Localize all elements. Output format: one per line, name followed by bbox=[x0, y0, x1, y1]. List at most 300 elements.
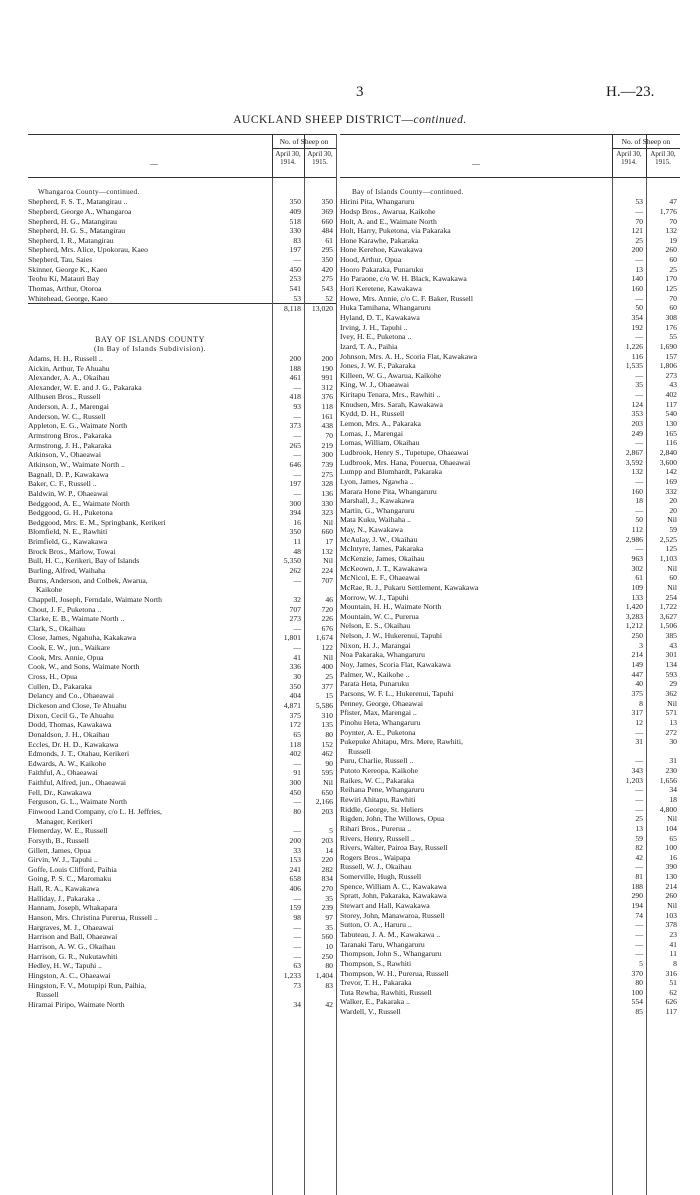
sheep-1914: 80 bbox=[293, 807, 301, 816]
sheep-1915: 1,103 bbox=[659, 553, 677, 563]
sheep-1914: 317 bbox=[631, 708, 643, 718]
sheep-1914: 25 bbox=[635, 814, 643, 824]
owner-name: Hingston, A. C., Ohaeawai bbox=[28, 970, 111, 980]
sheep-1914: 541 bbox=[289, 284, 301, 294]
sheep-1915: 312 bbox=[321, 382, 333, 392]
table-row bbox=[28, 354, 336, 364]
sheep-1915: Nil bbox=[667, 563, 677, 573]
owner-name: Faithful, Alfred, jun., Ohaeawai bbox=[28, 778, 126, 788]
page-title bbox=[0, 114, 700, 126]
sheep-1914: — bbox=[635, 390, 643, 400]
table-row bbox=[340, 419, 680, 429]
sheep-1915: 46 bbox=[325, 594, 333, 604]
sheep-1915: Nil bbox=[323, 652, 333, 662]
table-row bbox=[28, 294, 336, 304]
sheep-1914: — bbox=[293, 932, 301, 942]
owner-name: Kaikohe bbox=[36, 585, 63, 595]
table-row bbox=[28, 981, 336, 991]
sheep-1914: 250 bbox=[631, 631, 643, 641]
sheep-1914: 300 bbox=[289, 778, 301, 788]
sheep-1914: 350 bbox=[289, 681, 301, 691]
owner-name: Thompson, W. H., Purerua, Russell bbox=[340, 968, 449, 978]
sheep-1914: 5,350 bbox=[283, 556, 301, 566]
sheep-1915: 132 bbox=[665, 226, 677, 236]
table-row bbox=[340, 631, 680, 641]
table-row bbox=[340, 207, 680, 217]
sheep-1914: 1,801 bbox=[283, 633, 301, 643]
owner-name: Ho Paraone, c/o W. H. Black, Kawakawa bbox=[340, 274, 467, 284]
sheep-1914: 450 bbox=[289, 264, 301, 274]
owner-name: Armstrong Bros., Pakaraka bbox=[28, 431, 112, 441]
table-row bbox=[28, 855, 336, 865]
table-row bbox=[340, 487, 680, 497]
owner-name: Finwood Land Company, c/o L. H. Jeffries, bbox=[28, 807, 162, 816]
table-row bbox=[340, 284, 680, 294]
sheep-1915: 282 bbox=[321, 864, 333, 874]
table-row bbox=[340, 641, 680, 651]
sheep-1914: — bbox=[635, 795, 643, 804]
table-row bbox=[340, 699, 680, 709]
table-row bbox=[340, 274, 680, 284]
sheep-1914: 93 bbox=[293, 402, 301, 412]
sheep-1914: — bbox=[635, 438, 643, 448]
owner-name: Reihana Pene, Whangaruru bbox=[340, 785, 425, 795]
owner-name: McAulay, J. W., Okaihau bbox=[340, 534, 418, 544]
owner-name: McKenzie, James, Okaihau bbox=[340, 553, 425, 563]
owner-name: Dickeson and Close, Te Ahuahu bbox=[28, 700, 127, 710]
sheep-1914: — bbox=[293, 826, 301, 836]
table-row bbox=[28, 226, 336, 236]
sheep-1915: 35 bbox=[325, 922, 333, 932]
sheep-1915: 484 bbox=[321, 226, 333, 236]
owner-name: Pfister, Max, Marengai .. bbox=[340, 708, 417, 718]
sheep-1914: 373 bbox=[289, 421, 301, 431]
owner-name: Cook, Mrs. Annie, Opua bbox=[28, 652, 104, 662]
owner-name: Poynter, A. E., Puketona bbox=[340, 727, 416, 737]
owner-name: Gillett, James, Opua bbox=[28, 845, 91, 855]
sheep-1914: 350 bbox=[289, 527, 301, 537]
sheep-1914: 91 bbox=[293, 768, 301, 778]
sheep-1915: 142 bbox=[665, 467, 677, 477]
table-row bbox=[28, 903, 336, 913]
table-row bbox=[340, 843, 680, 853]
table-row bbox=[340, 891, 680, 901]
sheep-1914: 354 bbox=[631, 312, 643, 322]
table-row bbox=[340, 785, 680, 795]
sheep-1914: — bbox=[635, 920, 643, 930]
sheep-1914: 16 bbox=[293, 517, 301, 527]
owner-name: Thompson, S., Rawhiti bbox=[340, 958, 412, 968]
sheep-1914: 32 bbox=[293, 594, 301, 604]
table-row bbox=[28, 942, 336, 952]
sheep-1914: 12 bbox=[635, 717, 643, 727]
owner-name: Baker, C. F., Russell .. bbox=[28, 479, 97, 489]
owner-name: Marshall, J., Kawakawa bbox=[340, 496, 415, 506]
owner-name: Forsyth, B., Russell bbox=[28, 835, 89, 845]
owner-name: Ludbrook, Mrs. Hana, Pouerua, Ohaeawai bbox=[340, 457, 471, 467]
sheep-1915: Nil bbox=[323, 778, 333, 788]
sheep-1915: 385 bbox=[665, 631, 677, 641]
sheep-1915: 330 bbox=[321, 498, 333, 508]
sheep-1915: 31 bbox=[669, 756, 677, 766]
table-row bbox=[28, 217, 336, 227]
sheep-1915: 190 bbox=[321, 363, 333, 373]
sheep-1915: 125 bbox=[665, 284, 677, 294]
sheep-1915: 328 bbox=[321, 479, 333, 489]
table-row bbox=[340, 313, 680, 323]
sheep-1914: 192 bbox=[631, 322, 643, 332]
sheep-1914: 116 bbox=[631, 351, 643, 361]
table-row bbox=[340, 862, 680, 872]
sheep-1915: 1,722 bbox=[659, 602, 677, 612]
sheep-1915: 132 bbox=[321, 546, 333, 556]
owner-name: Delancy and Co., Ohaeawai bbox=[28, 691, 115, 701]
sheep-1914 bbox=[272, 990, 304, 1000]
sheep-1914: 34 bbox=[293, 999, 301, 1009]
owner-name: Mountain, W. C., Purerua bbox=[340, 611, 419, 621]
table-row bbox=[340, 930, 680, 940]
sheep-1915: 260 bbox=[665, 245, 677, 255]
sheep-1915: 275 bbox=[321, 469, 333, 479]
owner-name: Tuta Rewha, Rawhiti, Russell bbox=[340, 987, 432, 997]
table-row bbox=[28, 197, 336, 207]
sheep-1915: 80 bbox=[325, 729, 333, 739]
sheep-1915: 60 bbox=[669, 303, 677, 313]
sheep-1915: 310 bbox=[321, 710, 333, 720]
header-dash: — bbox=[472, 159, 480, 168]
sheep-1915: 169 bbox=[665, 476, 677, 486]
table-row bbox=[340, 969, 680, 979]
sheep-1914: 25 bbox=[635, 235, 643, 245]
owner-name: Somerville, Hugh, Russell bbox=[340, 872, 422, 882]
title-main: AUCKLAND SHEEP DISTRICT— bbox=[233, 114, 414, 126]
sheep-1915: 10 bbox=[325, 941, 333, 951]
sheep-1914: — bbox=[293, 382, 301, 392]
table-row bbox=[28, 499, 336, 509]
owner-name: Eccles, Dr. H. D., Kawakawa bbox=[28, 739, 119, 749]
sheep-1914: 353 bbox=[631, 409, 643, 419]
table-row bbox=[28, 508, 336, 518]
owner-name: Hood, Arthur, Opua bbox=[340, 255, 402, 265]
title-continued: continued. bbox=[413, 114, 467, 126]
sheep-1914: 343 bbox=[631, 766, 643, 776]
table-row bbox=[340, 265, 680, 275]
owner-name: Rogers Bros., Waipapa bbox=[340, 852, 411, 862]
sheep-1914: 81 bbox=[635, 872, 643, 882]
table-row bbox=[28, 865, 336, 875]
sheep-1915: 220 bbox=[321, 855, 333, 865]
sheep-1914: 53 bbox=[635, 197, 643, 207]
sheep-1914: 4,871 bbox=[283, 700, 301, 710]
sheep-1915: Nil bbox=[323, 517, 333, 527]
sheep-1914 bbox=[272, 585, 304, 595]
sheep-1915: 25 bbox=[325, 672, 333, 682]
sheep-1914: 121 bbox=[631, 226, 643, 236]
table-row bbox=[340, 409, 680, 419]
sheep-1914: 406 bbox=[289, 884, 301, 894]
table-row bbox=[28, 450, 336, 460]
sheep-1914: 53 bbox=[293, 293, 301, 303]
owner-name: Hone Kerehoe, Kawakawa bbox=[340, 245, 423, 255]
table-row bbox=[340, 323, 680, 333]
sheep-1914: 1,212 bbox=[625, 621, 643, 631]
owner-name: Blomfield, N. E., Rawhiti bbox=[28, 527, 108, 537]
sheep-1914: — bbox=[635, 756, 643, 766]
owner-name: Brimfield, G., Kawakawa bbox=[28, 537, 108, 547]
owner-name: Hyland, D. T., Kawakawa bbox=[340, 312, 420, 322]
sheep-1914 bbox=[612, 747, 646, 757]
table-row bbox=[28, 749, 336, 759]
table-row bbox=[340, 332, 680, 342]
table-row bbox=[340, 602, 680, 612]
sheep-1914: 70 bbox=[635, 216, 643, 226]
sheep-1915: 739 bbox=[321, 459, 333, 469]
table-row bbox=[340, 515, 680, 525]
sheep-1914: 153 bbox=[289, 855, 301, 865]
sheep-1914: 30 bbox=[293, 672, 301, 682]
sheep-1914: 100 bbox=[631, 987, 643, 997]
table-row bbox=[28, 585, 336, 595]
sheep-1914: — bbox=[635, 370, 643, 380]
table-row bbox=[28, 682, 336, 692]
sheep-1915: 176 bbox=[665, 322, 677, 332]
sheep-1914: 73 bbox=[293, 980, 301, 990]
table-row bbox=[340, 901, 680, 911]
owner-name: McIntyre, James, Pakaraka bbox=[340, 544, 424, 554]
right-table bbox=[340, 134, 680, 1017]
table-row bbox=[340, 776, 680, 786]
sheep-1914: 8 bbox=[639, 698, 643, 708]
sheep-1914: 1,420 bbox=[625, 602, 643, 612]
sheep-1915 bbox=[304, 990, 336, 1000]
sheep-1914: 61 bbox=[635, 573, 643, 583]
table-row bbox=[340, 1007, 680, 1017]
owner-name: Rigden, John, The Willows, Opua bbox=[340, 814, 445, 824]
table-row bbox=[340, 573, 680, 583]
owner-name: Puru, Charlie, Russell .. bbox=[340, 756, 414, 766]
sheep-1915: 402 bbox=[665, 390, 677, 400]
owner-name: Ivey, H. E., Puketona .. bbox=[340, 332, 412, 342]
table-row bbox=[340, 670, 680, 680]
sheep-1915: 390 bbox=[665, 862, 677, 872]
table-row bbox=[340, 477, 680, 487]
table-row bbox=[340, 737, 680, 747]
sheep-1914: — bbox=[293, 431, 301, 441]
sheep-1914: — bbox=[293, 758, 301, 768]
owner-name: Hingston, F. V., Motupipi Run, Paihia, bbox=[28, 980, 147, 990]
owner-name: Aickin, Arthur, Te Ahuahu bbox=[28, 363, 110, 373]
table-row bbox=[340, 380, 680, 390]
owner-name: Mountain, H. H., Waimate North bbox=[340, 602, 442, 612]
table-row bbox=[28, 672, 336, 682]
table-row bbox=[28, 923, 336, 933]
table-row bbox=[340, 824, 680, 834]
sheep-1915: 378 bbox=[665, 920, 677, 930]
table-row bbox=[28, 245, 336, 255]
owner-name: Chappell, Joseph, Ferndale, Waimate North bbox=[28, 594, 162, 604]
sheep-1914: — bbox=[293, 469, 301, 479]
sheep-1914: — bbox=[293, 797, 301, 807]
sheep-1914: 3,592 bbox=[625, 457, 643, 467]
table-row bbox=[340, 303, 680, 313]
sheep-1914: — bbox=[635, 785, 643, 795]
sheep-1915: 438 bbox=[321, 421, 333, 431]
owner-name: Brock Bros., Marlow, Towai bbox=[28, 546, 116, 556]
table-row bbox=[340, 245, 680, 255]
table-row bbox=[28, 720, 336, 730]
owner-name: McRae, R. J., Pukaru Settlement, Kawakawa bbox=[340, 582, 479, 592]
sheep-1914: — bbox=[635, 206, 643, 216]
sheep-1915: 571 bbox=[665, 708, 677, 718]
owner-name: Fell, Dr., Kawakawa bbox=[28, 787, 92, 797]
sheep-1915: 660 bbox=[321, 527, 333, 537]
sheep-1914: 160 bbox=[631, 284, 643, 294]
sheep-1915: 34 bbox=[669, 785, 677, 795]
sheep-1914: — bbox=[635, 939, 643, 949]
sheep-1915: 70 bbox=[325, 431, 333, 441]
owner-name: Atkinson, W., Waimate North .. bbox=[28, 459, 125, 469]
sheep-1915: 23 bbox=[669, 929, 677, 939]
sheep-1915: 1,806 bbox=[659, 361, 677, 371]
sheep-1914: — bbox=[635, 255, 643, 265]
sheep-1914: 1,535 bbox=[625, 361, 643, 371]
sheep-1914: 273 bbox=[289, 614, 301, 624]
owner-name: Hori Keretene, Kawakawa bbox=[340, 284, 422, 294]
sheep-1914: — bbox=[635, 727, 643, 737]
table-row bbox=[340, 255, 680, 265]
owner-name: Anderson, A. J., Marengai bbox=[28, 402, 109, 412]
page-reference: H.—23. bbox=[606, 84, 655, 100]
owner-name: McNicol, E. F., Ohaeawai bbox=[340, 573, 420, 583]
owner-name: Hooro Pakaraka, Punaruku bbox=[340, 264, 424, 274]
table-row bbox=[28, 624, 336, 634]
sheep-1915: 1,656 bbox=[659, 775, 677, 785]
owner-name: Burling, Alfred, Waihaha bbox=[28, 565, 106, 575]
table-row bbox=[340, 371, 680, 381]
table-row bbox=[28, 489, 336, 499]
sheep-1915: 116 bbox=[665, 438, 677, 448]
sheep-1915: 650 bbox=[321, 787, 333, 797]
sheep-1914: 133 bbox=[631, 592, 643, 602]
sheep-1915 bbox=[646, 747, 680, 757]
table-row bbox=[28, 740, 336, 750]
section-subheading: (In Bay of Islands Subdivision). bbox=[93, 344, 207, 354]
sheep-1914: 33 bbox=[293, 845, 301, 855]
sheep-1915: 170 bbox=[665, 274, 677, 284]
sheep-1914: 2,986 bbox=[625, 534, 643, 544]
table-row bbox=[28, 576, 336, 586]
sheep-1914: 200 bbox=[631, 245, 643, 255]
sheep-1915: 308 bbox=[665, 312, 677, 322]
sheep-1915: 362 bbox=[665, 688, 677, 698]
sheep-1914: 1,203 bbox=[625, 775, 643, 785]
sheep-1915: 1,690 bbox=[659, 341, 677, 351]
owner-name: Howe, Mrs. Annie, c/o C. F. Baker, Russell bbox=[340, 293, 473, 303]
sheep-1915: 15 bbox=[325, 691, 333, 701]
owner-name: Donaldson, J. H., Okaihau bbox=[28, 729, 110, 739]
sheep-1914: 253 bbox=[289, 274, 301, 284]
sheep-1915: 42 bbox=[325, 999, 333, 1009]
sheep-1914: 963 bbox=[631, 553, 643, 563]
owner-name: Dodd, Thomas, Kawakawa bbox=[28, 720, 112, 730]
owner-name: Thompson, John S., Whangaruru bbox=[340, 949, 442, 959]
sheep-1915: 130 bbox=[665, 872, 677, 882]
table-row bbox=[28, 284, 336, 294]
sheep-1915: 230 bbox=[665, 766, 677, 776]
owner-name: Morrow, W. J., Tapuhi bbox=[340, 592, 409, 602]
header-group-label: No. of Sheep on bbox=[272, 137, 336, 149]
table-row bbox=[340, 747, 680, 757]
table-row bbox=[28, 412, 336, 422]
sheep-1914: — bbox=[293, 488, 301, 498]
table-row bbox=[28, 990, 336, 1000]
owner-name: Harrison, G. R., Nukutawhiti bbox=[28, 951, 118, 961]
sheep-1915: 260 bbox=[665, 891, 677, 901]
sheep-1915: 275 bbox=[321, 274, 333, 284]
sheep-1915: 14 bbox=[325, 845, 333, 855]
table-row bbox=[28, 470, 336, 480]
sheep-1914: 82 bbox=[635, 843, 643, 853]
owner-name: Spratt, John, Pakaraka, Kawakawa bbox=[340, 891, 447, 901]
sheep-1915: 43 bbox=[669, 640, 677, 650]
owner-name: Thomas, Arthur, Otoroa bbox=[28, 284, 102, 294]
sheep-1914: 330 bbox=[289, 226, 301, 236]
sheep-1915: 165 bbox=[665, 428, 677, 438]
sheep-1914: 404 bbox=[289, 691, 301, 701]
table-row bbox=[28, 595, 336, 605]
table-row bbox=[340, 448, 680, 458]
table-row bbox=[28, 932, 336, 942]
sheep-1915: Nil bbox=[667, 515, 677, 525]
sheep-1915: 47 bbox=[669, 197, 677, 207]
owner-name: Sutton, O. A., Haruru .. bbox=[340, 920, 412, 930]
sheep-1915: 30 bbox=[669, 737, 677, 747]
owner-name: Shepherd, George A., Whangaroa bbox=[28, 206, 132, 216]
table-row bbox=[28, 236, 336, 246]
sheep-1915: 52 bbox=[325, 293, 333, 303]
owner-name: Harrison, A. W. G., Okaihau bbox=[28, 941, 116, 951]
table-row bbox=[340, 496, 680, 506]
table-row bbox=[28, 778, 336, 788]
sheep-1915: 350 bbox=[321, 197, 333, 207]
sheep-1915: 130 bbox=[665, 419, 677, 429]
sheep-1915: 4,800 bbox=[659, 804, 677, 814]
sheep-1914: 646 bbox=[289, 459, 301, 469]
sheep-1915: 219 bbox=[321, 440, 333, 450]
table-row bbox=[28, 971, 336, 981]
owner-name: Shepherd, H. G. S., Matangirau bbox=[28, 226, 126, 236]
table-row bbox=[340, 660, 680, 670]
sheep-1914: — bbox=[293, 575, 301, 585]
owner-name: Faithful, A., Ohaeawai bbox=[28, 768, 98, 778]
table-row bbox=[340, 535, 680, 545]
owner-name: Clark, S., Okaihau bbox=[28, 623, 86, 633]
table-row bbox=[340, 400, 680, 410]
owner-name: Alexander, A. A., Okaihau bbox=[28, 373, 110, 383]
sheep-1914: 50 bbox=[635, 515, 643, 525]
sheep-1914: — bbox=[293, 450, 301, 460]
sheep-1915: 118 bbox=[321, 402, 333, 412]
sheep-1914: 132 bbox=[631, 467, 643, 477]
sheep-1915: 97 bbox=[325, 913, 333, 923]
owner-name: Atkinson, V., Ohaeawai bbox=[28, 450, 101, 460]
sheep-1914: 160 bbox=[631, 486, 643, 496]
table-row bbox=[340, 583, 680, 593]
owner-name: Martin, G., Whangaruru bbox=[340, 505, 415, 515]
sheep-1915: 300 bbox=[321, 450, 333, 460]
table-row bbox=[340, 506, 680, 516]
owner-name: Killeen, W. G., Awarua, Kaikohe bbox=[340, 370, 442, 380]
